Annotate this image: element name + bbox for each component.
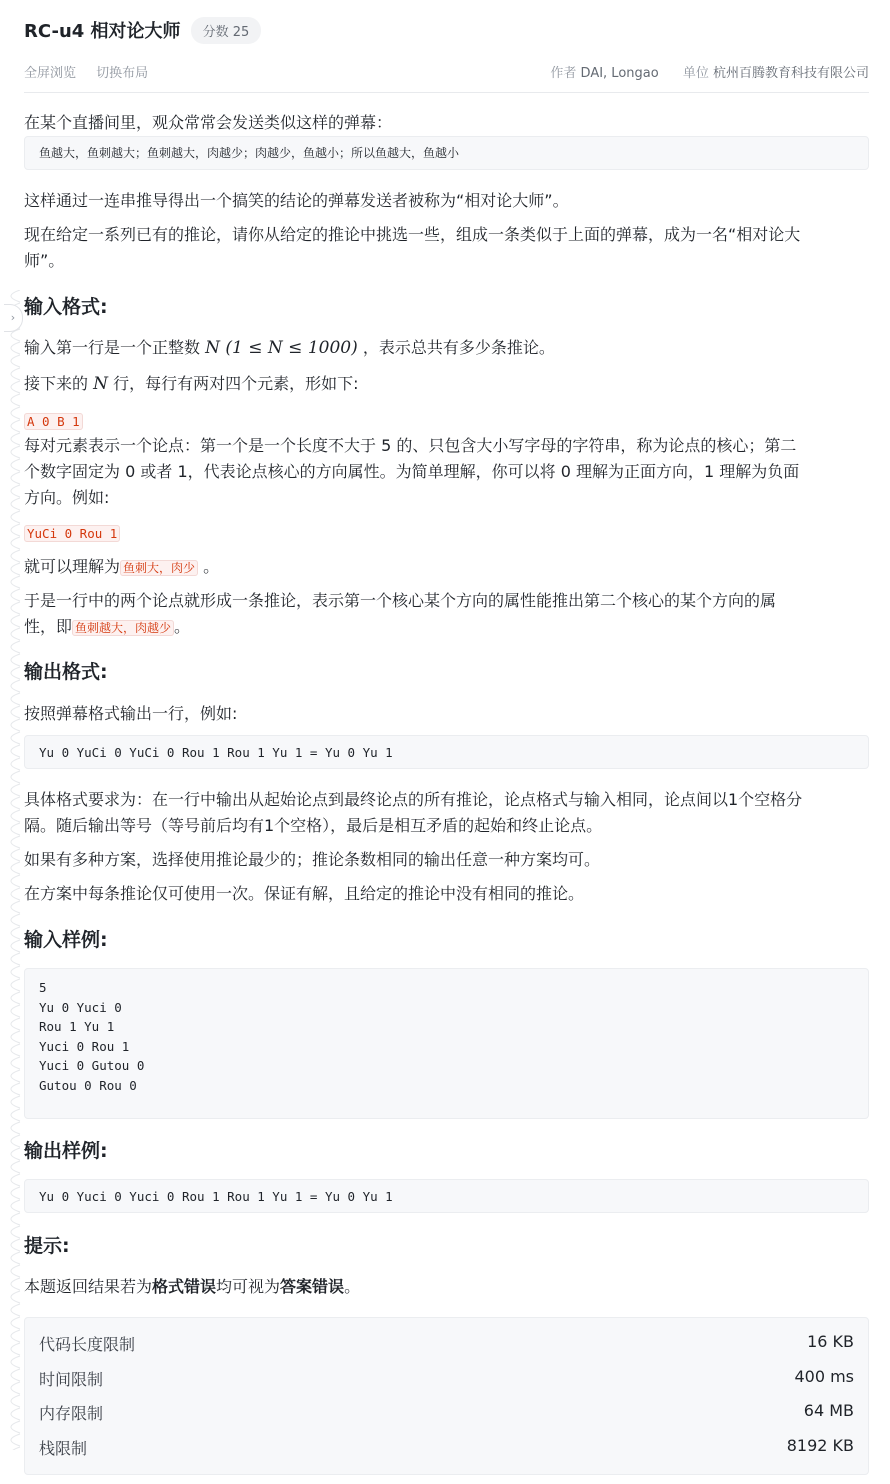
hint-post: 。 [344, 1277, 361, 1296]
gutter-arc [11, 797, 20, 809]
gutter-arc [11, 1096, 20, 1108]
output-example-box [24, 735, 869, 769]
input-line-1-post: ，表示总共有多少条推论。 [362, 338, 555, 357]
author-label: 作者 [550, 66, 577, 81]
gutter-arc [11, 732, 20, 744]
gutter-arc [11, 758, 20, 770]
hint-text [24, 1274, 869, 1300]
gutter-arc [11, 628, 20, 640]
title-row [24, 16, 261, 44]
sample-output-box[interactable] [24, 1179, 869, 1213]
gutter-arc [11, 1057, 20, 1069]
limit-value: 8192 KB [786, 1436, 854, 1455]
gutter-arc [11, 1161, 20, 1173]
gutter-arc [11, 1317, 20, 1329]
organization [683, 66, 869, 81]
gutter-arc [11, 810, 20, 822]
gutter-arc [11, 1135, 20, 1147]
gutter-arc [11, 680, 20, 692]
gutter-arc [11, 1174, 20, 1186]
input-line-1-pre: 输入第一行是一个正整数 [24, 338, 201, 357]
gutter-arc [11, 1278, 20, 1290]
gutter-arc [11, 771, 20, 783]
gutter-arc [11, 1421, 20, 1433]
gutter-arc [11, 1018, 20, 1030]
gutter-arc [11, 1434, 20, 1446]
gutter-arc [11, 836, 20, 848]
gutter-arc [11, 693, 20, 705]
gutter-arc [11, 1382, 20, 1394]
gutter-arc [11, 979, 20, 991]
gutter-arc [11, 745, 20, 757]
gutter-arc [11, 1343, 20, 1355]
gutter-arc [11, 862, 20, 874]
gutter-arc [11, 1330, 20, 1342]
gutter-arc [11, 576, 20, 588]
inline-code-pattern: A 0 B 1 [24, 413, 83, 430]
input-desc-a: 每对元素表示一个论点：第一个是一个长度不大于 5 的、只包含大小写字母的字符串，称为论点的核心；第二 [24, 436, 797, 455]
gutter-arc [11, 966, 20, 978]
limit-value: 400 ms [794, 1367, 854, 1386]
gutter-decoration [0, 290, 22, 1450]
gutter-arc [11, 1304, 20, 1316]
intro-p3a: 现在给定一系列已有的推论，请你从给定的推论中挑选一些，组成一条类似于上面的弹幕，成为一名“相对论大 [24, 225, 801, 244]
gutter-arc [11, 706, 20, 718]
gutter-arc [11, 459, 20, 471]
switch-layout-button[interactable]: 切换布局 [96, 66, 149, 81]
gutter-arc [11, 381, 20, 393]
gutter-arc [11, 433, 20, 445]
gutter-arc [11, 1044, 20, 1056]
gutter-arc [11, 1083, 20, 1095]
limit-label: 内存限制 [39, 1404, 104, 1423]
gutter-arc [11, 1200, 20, 1212]
desc-e-post: 。 [174, 617, 191, 636]
limit-row [39, 1436, 854, 1460]
input-format-heading: 输入格式: [24, 296, 108, 318]
gutter-arc [11, 641, 20, 653]
gutter-arc [11, 1408, 20, 1420]
gutter-arc [11, 498, 20, 510]
limit-label: 代码长度限制 [39, 1335, 136, 1354]
page-title: RC-u4 相对论大师 [24, 21, 181, 42]
limit-label: 栈限制 [39, 1439, 88, 1458]
sample-input-box[interactable] [24, 968, 869, 1119]
gutter-arc [11, 1187, 20, 1199]
gutter-arc [11, 1252, 20, 1264]
gutter-arc [11, 537, 20, 549]
inline-code-example: YuCi 0 Rou 1 [24, 525, 120, 542]
limit-row [39, 1367, 854, 1391]
output-desc-b: 隔。随后输出等号（等号前后均有1个空格），最后是相互矛盾的起始和终止论点。 [24, 816, 603, 835]
gutter-arc [11, 888, 20, 900]
input-code-1-line [24, 408, 869, 435]
output-format-heading: 输出格式: [24, 661, 108, 683]
left-gutter [0, 290, 22, 1450]
gutter-arc [11, 368, 20, 380]
gutter-arc [11, 875, 20, 887]
gutter-arc [11, 1226, 20, 1238]
limit-label: 时间限制 [39, 1370, 104, 1389]
sample-output-text: Yu 0 Yuci 0 Yuci 0 Rou 1 Rou 1 Yu 1 = Yu 0 Yu 1 [39, 1189, 393, 1204]
gutter-arc [11, 1395, 20, 1407]
gutter-arc [11, 1070, 20, 1082]
hint-format-error: 格式错误 [152, 1277, 217, 1296]
score-badge: 分数 25 [191, 17, 262, 44]
gutter-arc [11, 992, 20, 1004]
gutter-arc [11, 511, 20, 523]
input-line-2-post: 行，每行有两对四个元素，形如下: [113, 374, 359, 393]
input-code-2-line [24, 520, 869, 547]
danmaku-text: 鱼越大，鱼刺越大；鱼刺越大，肉越少；肉越少，鱼越小；所以鱼越大，鱼越小 [39, 146, 460, 160]
gutter-arc [11, 563, 20, 575]
limits-panel [24, 1317, 869, 1475]
input-desc-d: 于是一行中的两个论点就形成一条推论，表示第一个核心某个方向的属性能推出第二个核心的某个方向的属 [24, 591, 777, 610]
header-divider [24, 92, 869, 93]
author-name: DAI, Longao [580, 66, 659, 81]
intro-p3b: 师”。 [24, 251, 65, 270]
input-understand-line [24, 554, 869, 581]
danmaku-example [24, 136, 869, 170]
gutter-arc [11, 342, 20, 354]
gutter-arc [11, 1148, 20, 1160]
input-n-range: N (1 ≤ N ≤ 1000) [205, 338, 358, 358]
gutter-arc [11, 1239, 20, 1251]
input-desc-b: 个数字固定为 0 或者 1，代表论点核心的方向属性。为简单理解，你可以将 0 理解为正面方向，1 理解为负面 [24, 462, 800, 481]
sample-output-heading: 输出样例: [24, 1140, 108, 1162]
understand-post: 。 [203, 557, 220, 576]
understand-tag: 鱼刺大，肉少 [120, 560, 198, 576]
author [550, 66, 658, 81]
gutter-arc [11, 823, 20, 835]
desc-e-tag: 鱼刺越大，肉越少 [72, 620, 174, 636]
gutter-arc [11, 1005, 20, 1017]
input-line-2-pre: 接下来的 [24, 374, 89, 393]
gutter-arc [11, 719, 20, 731]
limit-value: 16 KB [807, 1332, 854, 1351]
input-line-1 [24, 335, 869, 361]
gutter-arc [11, 654, 20, 666]
gutter-arc [11, 1291, 20, 1303]
meta-row [24, 62, 869, 82]
gutter-arc [11, 1447, 20, 1450]
gutter-arc [11, 615, 20, 627]
gutter-arc [11, 524, 20, 536]
gutter-arc [11, 407, 20, 419]
input-desc-e [24, 614, 869, 641]
gutter-arc [11, 1031, 20, 1043]
limit-row [39, 1332, 854, 1356]
gutter-arc [11, 940, 20, 952]
output-line-1: 按照弹幕格式输出一行，例如: [24, 704, 238, 723]
understand-pre: 就可以理解为 [24, 557, 121, 576]
sample-input-code: 5 Yu 0 Yuci 0 Rou 1 Yu 1 Yuci 0 Rou 1 Yuci 0 Gutou 0 Gutou 0 Rou 0 [39, 980, 145, 1093]
input-line-2 [24, 371, 869, 397]
output-example-text: Yu 0 YuCi 0 YuCi 0 Rou 1 Rou 1 Yu 1 = Yu 0 Yu 1 [39, 745, 393, 760]
hint-mid: 均可视为 [216, 1277, 281, 1296]
gutter-arc [11, 1109, 20, 1121]
gutter-arc [11, 927, 20, 939]
sample-input-heading: 输入样例: [24, 929, 108, 951]
output-desc-c: 如果有多种方案，选择使用推论最少的；推论条数相同的输出任意一种方案均可。 [24, 850, 601, 869]
gutter-arc [11, 472, 20, 484]
org-label: 单位 [682, 66, 709, 81]
input-n: N [93, 374, 108, 394]
org-name: 杭州百腾教育科技有限公司 [712, 66, 869, 81]
gutter-arc [11, 394, 20, 406]
intro-p1: 在某个直播间里，观众常常会发送类似这样的弹幕： [24, 113, 393, 132]
gutter-arc [11, 1369, 20, 1381]
gutter-arc [11, 602, 20, 614]
gutter-arc [11, 849, 20, 861]
chevron-right-icon[interactable]: › [4, 304, 23, 332]
gutter-arc [11, 901, 20, 913]
gutter-arc [11, 420, 20, 432]
gutter-arc [11, 914, 20, 926]
gutter-arc [11, 1356, 20, 1368]
gutter-arc [11, 485, 20, 497]
gutter-arc [11, 667, 20, 679]
hint-wrong-answer: 答案错误 [280, 1277, 345, 1296]
hint-pre: 本题返回结果若为 [24, 1277, 153, 1296]
gutter-arc [11, 290, 20, 302]
gutter-arc [11, 550, 20, 562]
gutter-arc [11, 1265, 20, 1277]
gutter-arc [11, 355, 20, 367]
hint-heading: 提示: [24, 1235, 70, 1257]
intro-p2: 这样通过一连串推导得出一个搞笑的结论的弹幕发送者被称为“相对论大师”。 [24, 191, 569, 210]
limit-row [39, 1401, 854, 1425]
limit-value: 64 MB [803, 1401, 854, 1420]
gutter-arc [11, 953, 20, 965]
gutter-arc [11, 1122, 20, 1134]
gutter-arc [11, 1213, 20, 1225]
desc-e-pre: 性，即 [24, 617, 73, 636]
gutter-arc [11, 589, 20, 601]
input-desc-c: 方向。例如: [24, 488, 110, 507]
fullscreen-button[interactable]: 全屏浏览 [24, 66, 77, 81]
output-desc-d: 在方案中每条推论仅可使用一次。保证有解，且给定的推论中没有相同的推论。 [24, 884, 585, 903]
output-desc-a: 具体格式要求为：在一行中输出从起始论点到最终论点的所有推论，论点格式与输入相同，论点间以1个空格分 [24, 790, 803, 809]
gutter-arc [11, 784, 20, 796]
gutter-arc [11, 446, 20, 458]
